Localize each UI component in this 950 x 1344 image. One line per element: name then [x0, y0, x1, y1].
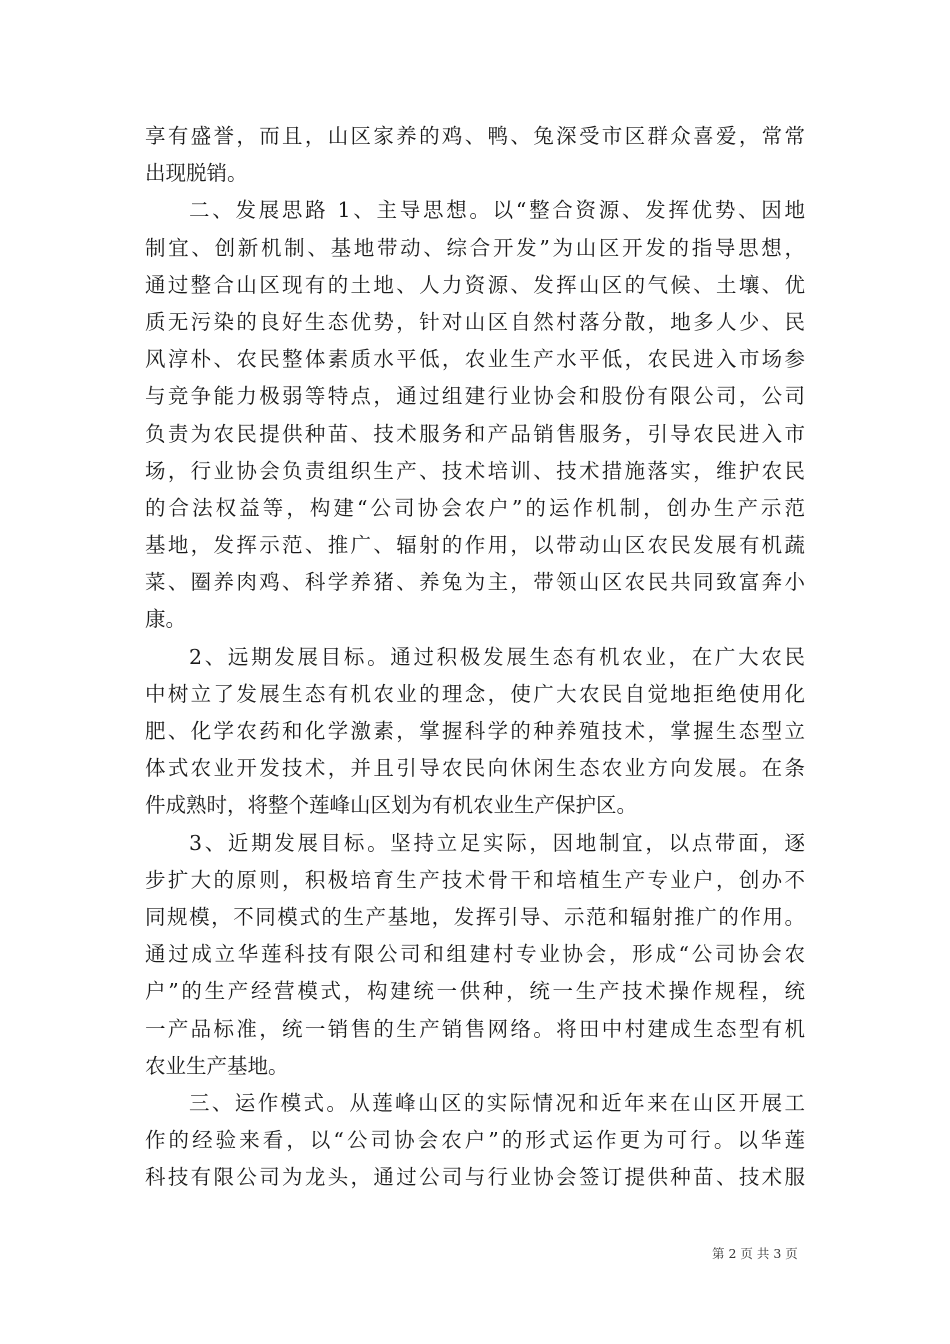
text-line: 户”的生产经营模式，构建统一供种，统一生产技术操作规程，统 — [145, 979, 805, 1004]
text-line: 件成熟时，将整个莲峰山区划为有机农业生产保护区。 — [145, 793, 637, 818]
paragraph-start-line: 二、发展思路 1、主导思想。以“整合资源、发挥优势、因地 — [189, 198, 805, 223]
text-line: 同规模，不同模式的生产基地，发挥引导、示范和辐射推广的作用。 — [145, 904, 805, 929]
paragraph-start-line: 2、远期发展目标。通过积极发展生态有机农业，在广大农民 — [189, 644, 805, 669]
text-line: 作的经验来看，以“公司协会农户”的形式运作更为可行。以华莲 — [145, 1128, 805, 1153]
text-line: 的合法权益等，构建“公司协会农户”的运作机制，创办生产示范 — [145, 495, 805, 520]
text-line: 肥、化学农药和化学激素，掌握科学的种养殖技术，掌握生态型立 — [145, 719, 805, 743]
text-line: 科技有限公司为龙头，通过公司与行业协会签订提供种苗、技术服 — [145, 1165, 805, 1190]
text-line: 出现脱销。 — [145, 161, 248, 186]
text-line: 风淳朴、农民整体素质水平低，农业生产水平低，农民进入市场参 — [145, 347, 805, 372]
text-line: 享有盛誉，而且，山区家养的鸡、鸭、兔深受市区群众喜爱，常常 — [145, 124, 805, 148]
text-line: 场，行业协会负责组织生产、技术培训、技术措施落实，维护农民 — [145, 458, 805, 483]
paragraph-start-line: 三、运作模式。从莲峰山区的实际情况和近年来在山区开展工 — [189, 1090, 805, 1115]
text-line: 一产品标准，统一销售的生产销售网络。将田中村建成生态型有机 — [145, 1016, 805, 1041]
text-line: 菜、圈养肉鸡、科学养猪、养兔为主，带领山区农民共同致富奔小 — [145, 570, 805, 595]
document-body — [145, 118, 805, 1196]
text-line: 制宜、创新机制、基地带动、综合开发”为山区开发的指导思想， — [145, 235, 805, 260]
text-line: 体式农业开发技术，并且引导农民向休闲生态农业方向发展。在条 — [145, 756, 805, 781]
text-line: 质无污染的良好生态优势，针对山区自然村落分散，地多人少、民 — [145, 309, 805, 334]
text-line: 中树立了发展生态有机农业的理念，使广大农民自觉地拒绝使用化 — [145, 681, 805, 706]
paragraph-start-line: 3、近期发展目标。坚持立足实际，因地制宜，以点带面，逐 — [189, 830, 805, 855]
page-number-footer: 第 2 页 共 3 页 — [712, 1246, 798, 1261]
text-line: 步扩大的原则，积极培育生产技术骨干和培植生产专业户，创办不 — [145, 867, 805, 892]
text-line: 基地，发挥示范、推广、辐射的作用，以带动山区农民发展有机蔬 — [145, 533, 805, 558]
text-line: 负责为农民提供种苗、技术服务和产品销售服务，引导农民进入市 — [145, 421, 805, 446]
text-line: 农业生产基地。 — [145, 1053, 289, 1078]
text-line: 通过成立华莲科技有限公司和组建村专业协会，形成“公司协会农 — [145, 942, 805, 967]
text-line: 康。 — [145, 607, 186, 632]
text-line: 通过整合山区现有的土地、人力资源、发挥山区的气候、土壤、优 — [145, 272, 805, 297]
text-line: 与竞争能力极弱等特点，通过组建行业协会和股份有限公司，公司 — [145, 384, 805, 409]
